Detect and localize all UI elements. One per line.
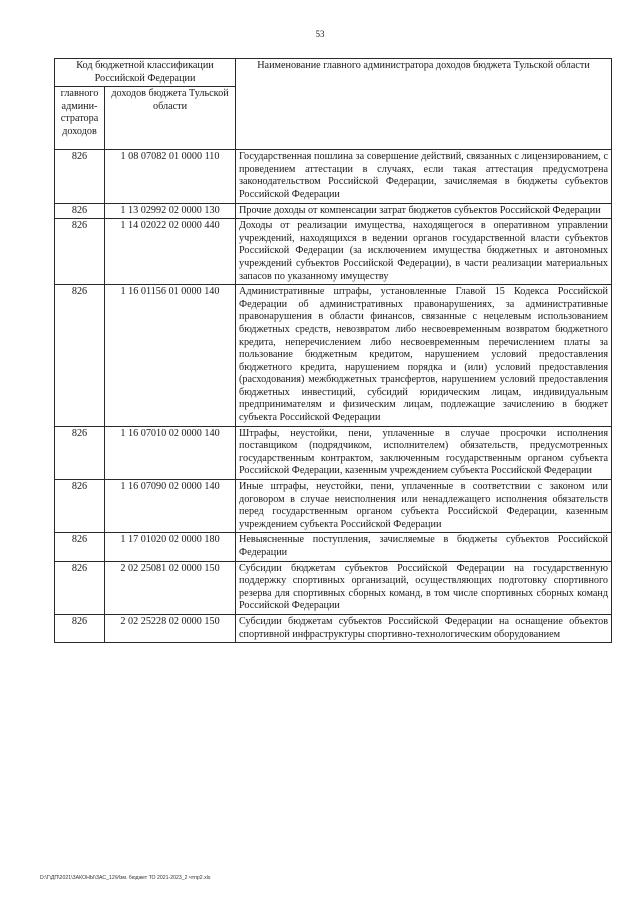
cell-admin: 826 [55, 614, 105, 642]
header-admin-name: Наименование главного администратора доходов бюджета Тульской области [236, 59, 612, 150]
revenue-table [54, 58, 612, 643]
cell-admin: 826 [55, 203, 105, 219]
cell-admin: 826 [55, 285, 105, 427]
cell-code: 1 17 01020 02 0000 180 [105, 533, 236, 561]
cell-code: 2 02 25081 02 0000 150 [105, 561, 236, 614]
table-row [55, 426, 612, 479]
cell-admin: 826 [55, 561, 105, 614]
table-row [55, 533, 612, 561]
cell-code: 1 14 02022 02 0000 440 [105, 219, 236, 285]
file-path-footer: D:\Г\ДП\2021\ЗАКОНЫ\ЗАС_12\Изм. бюджет ТО 2021-2023_2 чтпр2.xls [40, 875, 211, 881]
table-row [55, 150, 612, 203]
cell-name: Иные штрафы, неустойки, пени, уплаченные в соответствии с законом или договором в случае неисполнения или ненадлежащего исполнения обязательств перед государственным органом субъекта Российской Федерации, казенным учреждением субъекта Российской Федерации [236, 480, 612, 533]
cell-name: Субсидии бюджетам субъектов Российской Федерации на государственную поддержку спортивных организаций, осуществляющих подготовку спортивного резерва для спортивных сборных команд, в том числе спортивных сборных команд Российской Федерации [236, 561, 612, 614]
cell-code: 2 02 25228 02 0000 150 [105, 614, 236, 642]
header-revenue-code: доходов бюджета Тульской области [105, 87, 236, 150]
cell-code: 1 08 07082 01 0000 110 [105, 150, 236, 203]
cell-code: 1 13 02992 02 0000 130 [105, 203, 236, 219]
cell-code: 1 16 07090 02 0000 140 [105, 480, 236, 533]
cell-name: Государственная пошлина за совершение действий, связанных с лицензированием, с проведением аттестации в случаях, если такая аттестация предусмотрена законодательством Российской Федерации, зачисляемая в бюджеты субъектов Российской Федерации [236, 150, 612, 203]
cell-admin: 826 [55, 426, 105, 479]
cell-name: Доходы от реализации имущества, находящегося в оперативном управлении учреждений, находящихся в ведении органов государственной власти субъектов Российской Федерации (за исключением имущества бюджетных и автономных учреждений субъектов Российской Федерации), в части реализации материальных запасов по указанному имуществу [236, 219, 612, 285]
table-row [55, 561, 612, 614]
cell-admin: 826 [55, 533, 105, 561]
cell-admin: 826 [55, 150, 105, 203]
cell-name: Субсидии бюджетам субъектов Российской Федерации на оснащение объектов спортивной инфраструктуры спортивно-технологическим оборудованием [236, 614, 612, 642]
header-main-admin: главного админи-стратора доходов [55, 87, 105, 150]
table-row [55, 219, 612, 285]
cell-admin: 826 [55, 480, 105, 533]
cell-admin: 826 [55, 219, 105, 285]
table-row [55, 203, 612, 219]
table-row [55, 285, 612, 427]
cell-name: Административные штрафы, установленные Главой 15 Кодекса Российской Федерации об административных правонарушениях, за административные правонарушения в области финансов, связанные с нецелевым использованием бюджетных средств, невозвратом либо несвоевременным возвратом бюджетного кредита, неперечислением либо несвоевременным перечислением платы за пользование бюджетным кредитом, нарушением условий предоставления бюджетного кредита, нарушением порядка и (или) условий предоставления (расходования) межбюджетных трансфертов, нарушением условий предоставления бюджетных инвестиций, субсидий юридическим лицам, индивидуальным предпринимателям и физическим лицам, подлежащие зачислению в бюджет субъекта Российской Федерации [236, 285, 612, 427]
cell-name: Штрафы, неустойки, пени, уплаченные в случае просрочки исполнения поставщиком (подрядчиком, исполнителем) обязательств, предусмотренных государственным контрактом, заключенным государственным органом субъекта Российской Федерации, казенным учреждением субъекта Российской Федерации [236, 426, 612, 479]
table-row [55, 614, 612, 642]
header-classification-code: Код бюджетной классификации Российской Федерации [55, 59, 236, 87]
table-row [55, 480, 612, 533]
page-number: 53 [315, 29, 325, 39]
table-header-row [55, 59, 612, 87]
cell-name: Невыясненные поступления, зачисляемые в бюджеты субъектов Российской Федерации [236, 533, 612, 561]
cell-code: 1 16 07010 02 0000 140 [105, 426, 236, 479]
cell-name: Прочие доходы от компенсации затрат бюджетов субъектов Российской Федерации [236, 203, 612, 219]
cell-code: 1 16 01156 01 0000 140 [105, 285, 236, 427]
